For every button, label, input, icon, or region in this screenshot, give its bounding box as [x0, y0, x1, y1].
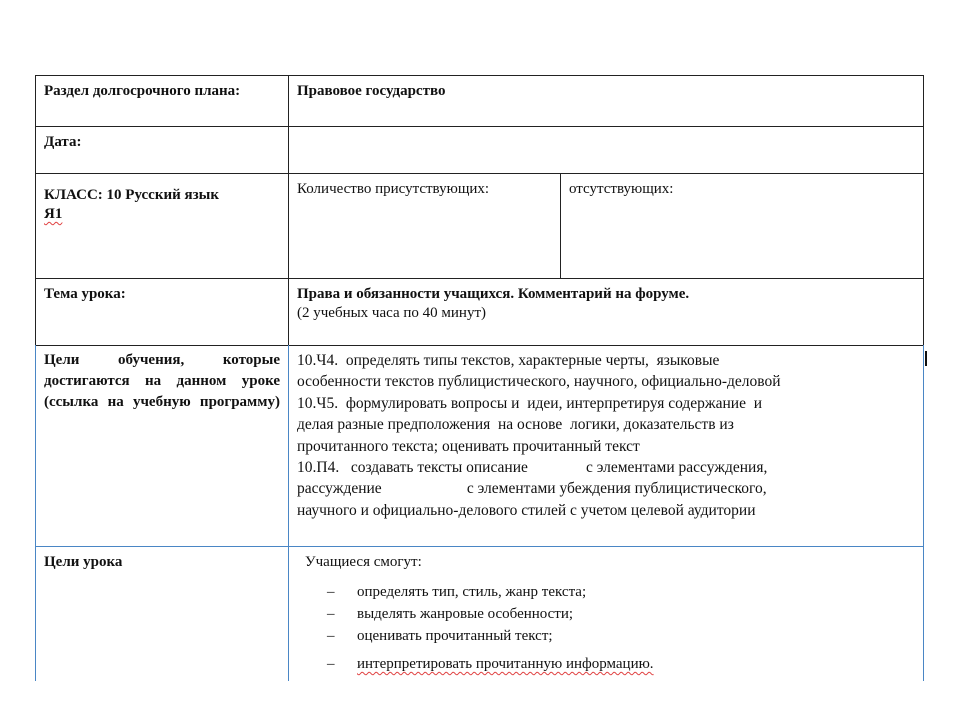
topic-title: Права и обязанности учащихся. Комментарий на форуме.	[297, 286, 690, 302]
objective-line: научного и официально-делового стилей с учетом целевой аудитории	[297, 501, 756, 519]
goal-last-text: интерпретировать прочитанную информацию.	[357, 656, 654, 672]
topic-duration: (2 учебных часа по 40 минут)	[297, 305, 487, 321]
table-border-right	[923, 345, 924, 681]
table-border-right	[923, 75, 924, 345]
text-cursor	[925, 351, 927, 366]
objectives-label	[36, 346, 288, 546]
list-item: – определять тип, стиль, жанр текста;	[327, 581, 923, 603]
list-item: – оценивать прочитанный текст;	[327, 625, 923, 647]
objective-line: делая разные предположения на основе логики, доказательств из	[297, 416, 734, 434]
objective-line: прочитанного текста; оценивать прочитанный текст	[297, 437, 640, 455]
class-label-sub: Я1	[44, 206, 63, 222]
lesson-plan-table	[35, 75, 924, 681]
section-value: Правовое государство	[297, 83, 446, 99]
objective-line: 10.П4. создавать тексты описание с элементами рассуждения,	[297, 459, 768, 477]
objective-line: 10.Ч5. формулировать вопросы и идеи, интерпретируя содержание и	[297, 394, 763, 412]
topic-value	[289, 279, 923, 345]
section-label: Раздел долгосрочного плана:	[44, 83, 241, 99]
objective-line: особенности текстов публицистического, научного, официально-деловой	[297, 373, 781, 391]
topic-label: Тема урока:	[44, 286, 126, 302]
goals-intro: Учащиеся смогут:	[305, 554, 422, 570]
objectives-label-text: Цели обучения, которые достигаются на данном уроке (ссылка на учебную программу)	[44, 352, 280, 410]
absent-count: отсутствующих:	[569, 181, 674, 197]
goals-list	[297, 581, 923, 675]
objectives-value	[297, 346, 923, 546]
date-label: Дата:	[44, 134, 82, 150]
list-item	[327, 653, 923, 675]
class-label-main: КЛАСС: 10 Русский язык	[44, 187, 219, 203]
column-divider	[288, 345, 289, 681]
goals-value	[297, 547, 923, 681]
goals-label: Цели урока	[44, 554, 123, 570]
date-value	[289, 127, 923, 173]
objective-line: рассуждение с элементами убеждения публицистического,	[297, 480, 767, 498]
objective-line: 10.Ч4. определять типы текстов, характерные черты, языковые	[297, 352, 720, 369]
present-count: Количество присутствующих:	[297, 181, 490, 197]
list-item: – выделять жанровые особенности;	[327, 603, 923, 625]
class-label	[36, 174, 288, 278]
